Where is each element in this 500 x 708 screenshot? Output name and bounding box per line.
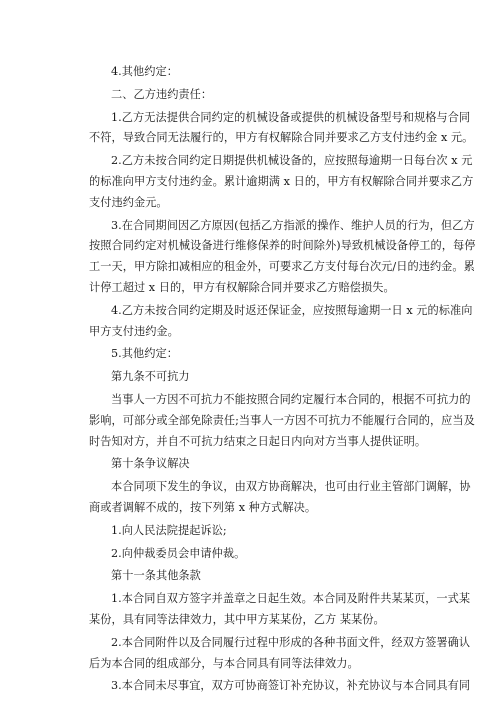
text-line: 支付违约金元。 (89, 195, 168, 209)
text-line: 不符，导致合同无法履行的，甲方有权解除合同并要求乙方支付违约金 x 元。 (89, 131, 474, 145)
text-line: 二、乙方违约责任： (111, 87, 213, 101)
text-line: 4.其他约定： (111, 65, 178, 78)
text-line: 1.向人民法院提起诉讼; (111, 523, 227, 537)
text-line: 2.向仲裁委员会申请仲裁。 (111, 546, 246, 560)
text-line: 后为本合同的组成部分，与本合同具有同等法律效力。 (89, 656, 359, 670)
text-line: 3.本合同未尽事宜，双方可协商签订补充协议，补充协议与本合同具有同 (111, 679, 471, 693)
text-line: 本合同项下发生的争议，由双方协商解决，也可由行业主管部门调解，协 (111, 480, 471, 494)
text-line: 1.乙方无法提供合同约定的机械设备或提供的机械设备型号和规格与合同 (111, 110, 471, 124)
text-line: 5.其他约定： (111, 347, 178, 361)
text-line: 2.乙方未按合同约定日期提供机械设备的，应按照每逾期一日每台次 x 元 (111, 154, 473, 168)
text-line: 商或者调解不成的，按下列第 x 种方式解决。 (89, 500, 317, 514)
text-line: 第九条不可抗力 (111, 370, 190, 384)
text-line: 工一天，甲方除扣减相应的租金外，可要求乙方支付每台次元/日的违约金。累 (89, 260, 475, 274)
text-line: 的标准向甲方支付违约金。累计逾期满 x 日的，甲方有权解除合同并要求乙方 (89, 174, 474, 188)
text-line: 当事人一方因不可抗力不能按照合同约定履行本合同的，根据不可抗力的 (111, 392, 471, 406)
text-line: 计停工超过 x 日的，甲方有权解除合同并要求乙方赔偿损失。 (89, 280, 395, 294)
text-line: 2.本合同附件以及合同履行过程中形成的各种书面文件，经双方签署确认 (111, 635, 471, 649)
text-line: 第十条争议解决 (111, 457, 190, 471)
text-line: 甲方支付违约金。 (89, 324, 179, 338)
text-line: 4.乙方未按合同约定期及时返还保证金，应按照每逾期一日 x 元的标准向 (111, 303, 473, 317)
text-line: 影响，可部分或全部免除责任;当事人一方因不可抗力不能履行合同的，应当及 (89, 413, 475, 427)
text-line: 第十一条其他条款 (111, 569, 201, 583)
text-line: 时告知对方，并自不可抗力结束之日起日内向对方当事人提供证明。 (89, 434, 427, 448)
text-line: 1.本合同自双方签字并盖章之日起生效。本合同及附件共某某页，一式某 (111, 592, 471, 606)
text-line: 按照合同约定对机械设备进行维修保养的时间除外)导致机械设备停工的，每停 (89, 239, 476, 253)
text-line: 某份，具有同等法律效力，其中甲方某某份，乙方 某某份。 (89, 612, 385, 626)
contract-text-body (89, 62, 476, 697)
text-line: 3.在合同期间因乙方原因(包括乙方指派的操作、维护人员的行为，但乙方 (111, 218, 475, 232)
